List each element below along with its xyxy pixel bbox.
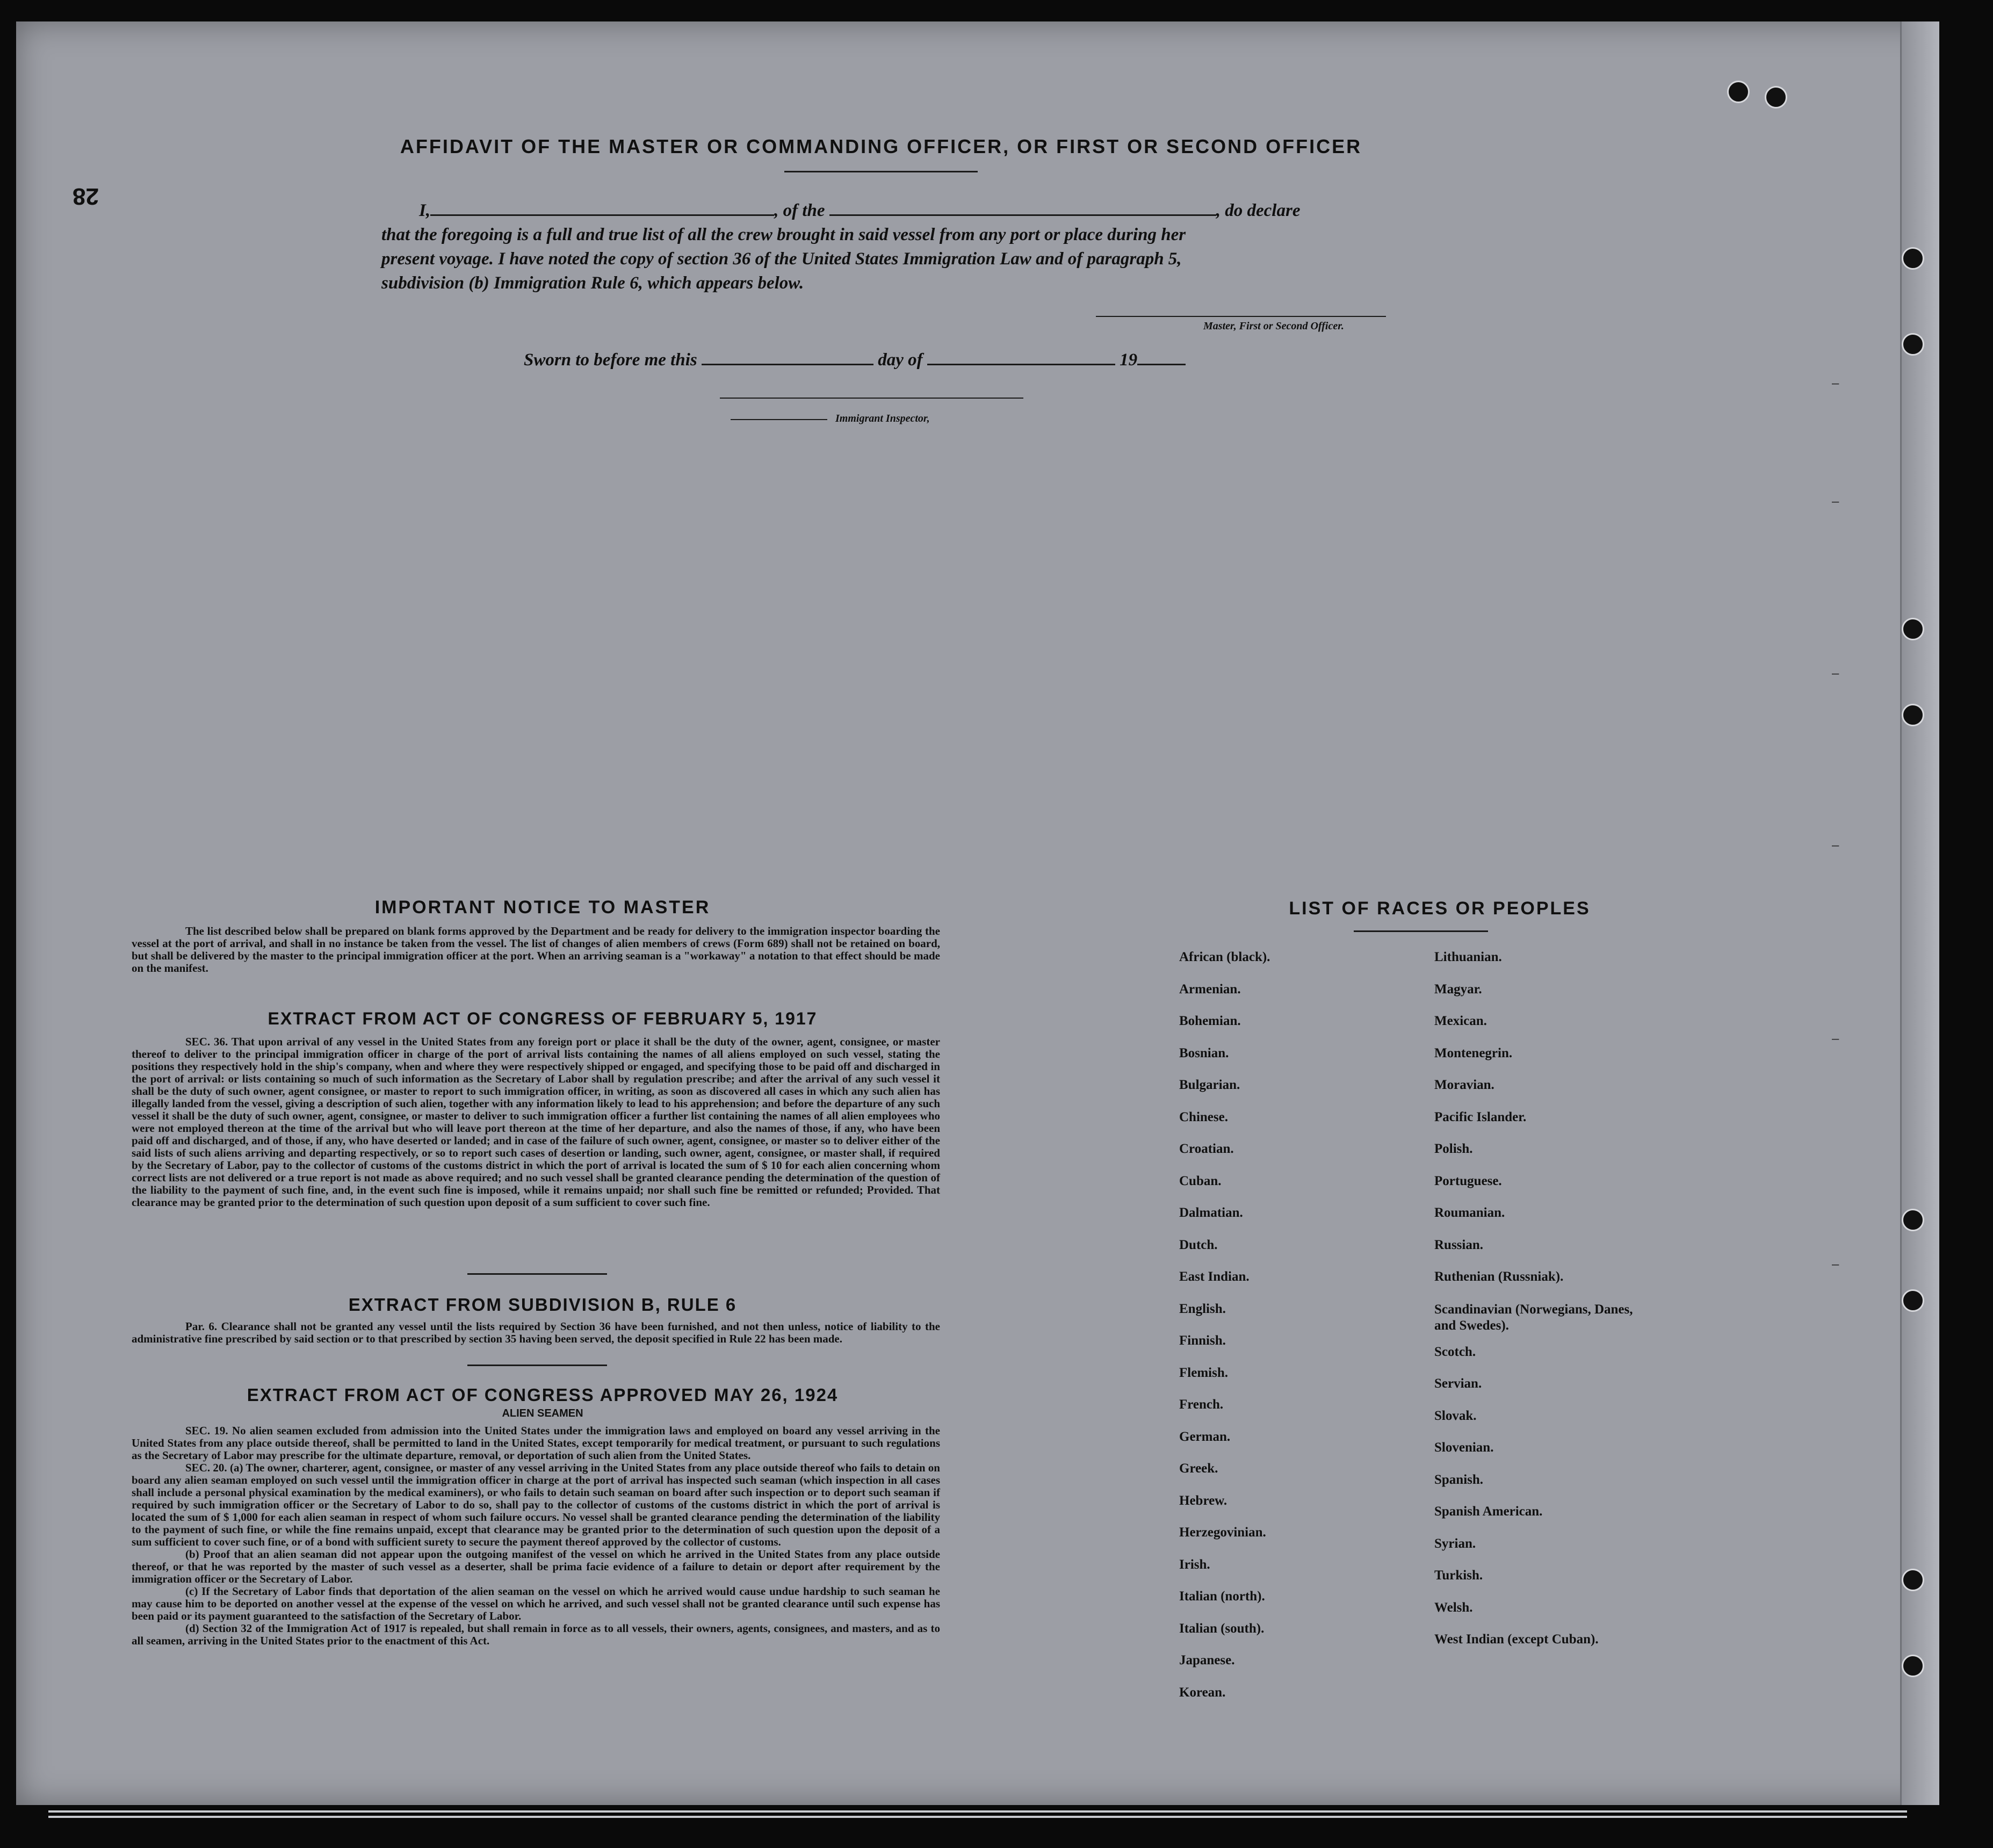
month-blank-line bbox=[927, 364, 1115, 365]
notice-title: IMPORTANT NOTICE TO MASTER bbox=[374, 897, 711, 918]
race-item: Flemish. bbox=[1179, 1365, 1228, 1380]
extract-1917-text: SEC. 36. That upon arrival of any vessel in the United States from any foreign port or place it shall be the duty of the owner, agent, consignee, or master thereof to deliver to the principal immigration officer in charge of the port of arrival lists containing the names of all aliens employed on such vessel, stating the positions they respectively hold in the ship's company, when and where they were respectively shipped or engaged, and specifying those to be paid off and discharged in the port of arrival: or lists containing so much of such information as the Secretary of Labor shall by regulation prescribe; and after the arrival of any such vessel it shall be the duty of such owner, agent consignee, or master to report to such immigration officer, in writing, as soon as discovered all cases in which any such alien has illegally landed from the vessel, giving a description of such alien, together with any information likely to lead to his apprehension; and before the departure of any such vessel it shall be the duty of such owner, agent, consignee, or master to deliver to such immigration officer a further list containing the names of all alien employees who were not employed thereon at the time of the arrival but who will leave port thereon at the time of her departure, and also the names of those, if any, who have been paid off and discharged, and of those, if any, who have deserted or landed; and in case of the failure of such owner, agent, consignee, or master so to deliver either of the said lists of such aliens arriving and departing respectively, or so to report such cases of desertion or landing, such owner, agent, consignee, or master shall, if required by the Secretary of Labor, pay to the collector of customs of the customs district in which the port of arrival is located the sum of $ 10 for each alien concerning whom correct lists are not delivered or a true report is not made as above required; and no such vessel shall be granted clearance pending the determination of the question of the liability to the payment of such fine, and, in the event such fine is imposed, while it remains unpaid; nor shall such fine be remitted or refunded; Provided. That clearance may be granted prior to the determination of such question upon deposit of a sum sufficient to cover such fine. bbox=[132, 1035, 940, 1209]
affidavit-line-4: subdivision (b) Immigration Rule 6, which appears below. bbox=[381, 273, 804, 293]
race-item: Slovak. bbox=[1434, 1408, 1477, 1423]
name-blank-line bbox=[430, 214, 774, 216]
race-item: African (black). bbox=[1179, 950, 1270, 964]
extract-1924-para-1: SEC. 19. No alien seamen excluded from admission into the United States under the immigration laws and employed on board any vessel arriving in the United States from any place outside thereof, shall be permitted to land in the United States, except temporarily for medical treatment, or pursuant to such regulations as the Secretary of Labor may prescribe for the ultimate departure, removal, or deportation of such alien from the United States. bbox=[132, 1424, 940, 1462]
race-item: Irish. bbox=[1179, 1557, 1210, 1572]
race-item: Russian. bbox=[1434, 1237, 1484, 1252]
race-item: Dalmatian. bbox=[1179, 1205, 1243, 1220]
races-right-column bbox=[1434, 950, 1649, 1664]
affidavit-declaration bbox=[381, 199, 1418, 295]
subdivision-b-title: EXTRACT FROM SUBDIVISION B, RULE 6 bbox=[348, 1295, 737, 1315]
stray-mark: – bbox=[1832, 494, 1839, 509]
race-item: Welsh. bbox=[1434, 1600, 1473, 1615]
race-item: Bohemian. bbox=[1179, 1014, 1241, 1028]
affidavit-title: AFFIDAVIT OF THE MASTER OR COMMANDING OFFICER, OR FIRST OR SECOND OFFICER bbox=[400, 135, 1362, 157]
punch-hole-icon bbox=[1902, 247, 1924, 270]
margin-number: 28 bbox=[73, 183, 99, 210]
punch-hole-icon bbox=[1902, 704, 1924, 726]
race-item: Scotch. bbox=[1434, 1344, 1476, 1359]
inspector-label: Immigrant Inspector, bbox=[835, 413, 930, 424]
affidavit-line-3: present voyage. I have noted the copy of section 36 of the United States Immigration Law and of paragraph 5, bbox=[381, 249, 1182, 269]
race-item: Servian. bbox=[1434, 1376, 1482, 1391]
race-item: Lithuanian. bbox=[1434, 950, 1502, 964]
race-item: Bulgarian. bbox=[1179, 1078, 1240, 1092]
race-item: Spanish. bbox=[1434, 1472, 1484, 1487]
race-item: Roumanian. bbox=[1434, 1205, 1505, 1220]
page-edge-line bbox=[48, 1816, 1907, 1818]
race-item: Italian (north). bbox=[1179, 1589, 1265, 1604]
sworn-line bbox=[524, 350, 1186, 370]
race-item: Korean. bbox=[1179, 1685, 1226, 1700]
year-label: 19 bbox=[1120, 350, 1138, 370]
punch-hole-icon bbox=[1902, 1569, 1924, 1591]
section-divider bbox=[467, 1365, 607, 1366]
race-item: Ruthenian (Russniak). bbox=[1434, 1269, 1564, 1284]
race-item: Chinese. bbox=[1179, 1109, 1228, 1124]
race-item: German. bbox=[1179, 1429, 1231, 1444]
punch-hole-icon bbox=[1902, 1289, 1924, 1312]
affidavit-i-label: I, bbox=[419, 201, 431, 220]
punch-hole-icon bbox=[1765, 86, 1787, 109]
extract-1924-para-5: (d) Section 32 of the Immigration Act of 1917 is repealed, but shall remain in force as to all vessels, their owners, agents, consignees, and masters, and as to all seamen, arriving in the United States prior to the enactment of this Act. bbox=[132, 1622, 940, 1647]
race-item: Herzegovinian. bbox=[1179, 1525, 1266, 1540]
race-item: Croatian. bbox=[1179, 1142, 1234, 1156]
title-underline bbox=[1354, 930, 1488, 932]
stray-mark: – bbox=[1832, 376, 1839, 391]
race-item: Hebrew. bbox=[1179, 1493, 1227, 1508]
punch-hole-icon bbox=[1727, 81, 1750, 103]
subdivision-b-text: Par. 6. Clearance shall not be granted any vessel until the lists required by Section 36 have been furnished, and not then unless, notice of liability to the administrative fine prescribed by said section or to that prescribed by section 35 having been served, the deposit specified in Rule 22 has been made. bbox=[132, 1320, 940, 1345]
stray-mark: – bbox=[1832, 666, 1839, 681]
race-item: Syrian. bbox=[1434, 1536, 1476, 1551]
extract-1917-title: EXTRACT FROM ACT OF CONGRESS OF FEBRUARY 5, 1917 bbox=[268, 1009, 818, 1028]
signature-label: Master, First or Second Officer. bbox=[1203, 320, 1344, 332]
day-of-label: day of bbox=[878, 350, 923, 370]
extract-1924-para-3: (b) Proof that an alien seaman did not appear upon the outgoing manifest of the vessel on which he arrived in the United States from any place outside thereof, or that he was reported by the master of such vessel as a deserter, shall be prima facie evidence of a failure to detain or deport after requirement by the immigration officer or the Secretary of Labor. bbox=[132, 1548, 940, 1585]
section-divider bbox=[467, 1273, 607, 1275]
document-sheet bbox=[16, 21, 1939, 1805]
extract-1924-title: EXTRACT FROM ACT OF CONGRESS APPROVED MAY 26, 1924 bbox=[247, 1385, 839, 1405]
day-blank-line bbox=[702, 364, 873, 365]
punch-hole-icon bbox=[1902, 333, 1924, 356]
punch-hole-icon bbox=[1902, 1655, 1924, 1677]
race-item: Bosnian. bbox=[1179, 1045, 1229, 1060]
inspector-line bbox=[731, 419, 827, 420]
title-underline bbox=[784, 171, 978, 172]
race-item: West Indian (except Cuban). bbox=[1434, 1632, 1599, 1647]
race-item: Italian (south). bbox=[1179, 1621, 1265, 1636]
race-item: Dutch. bbox=[1179, 1237, 1218, 1252]
affidavit-of-the-label: , of the bbox=[774, 201, 825, 220]
page-edge-line bbox=[48, 1810, 1907, 1813]
signature-line bbox=[1096, 316, 1386, 317]
race-item: Pacific Islander. bbox=[1434, 1109, 1527, 1124]
race-item: Armenian. bbox=[1179, 981, 1241, 997]
race-item: Scandinavian (Norwegians, Danes, and Swedes). bbox=[1434, 1302, 1633, 1333]
races-title: LIST OF RACES OR PEOPLES bbox=[1289, 898, 1591, 919]
race-item: Slovenian. bbox=[1434, 1440, 1494, 1455]
punch-hole-icon bbox=[1902, 1209, 1924, 1231]
race-item: English. bbox=[1179, 1301, 1226, 1316]
race-item: Finnish. bbox=[1179, 1333, 1226, 1348]
sworn-label: Sworn to before me this bbox=[524, 350, 697, 370]
stray-mark: – bbox=[1832, 838, 1839, 853]
affidavit-line-2: that the foregoing is a full and true list of all the crew brought in said vessel from any port or place during her bbox=[381, 225, 1186, 244]
race-item: Cuban. bbox=[1179, 1173, 1222, 1188]
race-item: Japanese. bbox=[1179, 1653, 1235, 1667]
year-blank-line bbox=[1137, 364, 1186, 365]
race-item: Moravian. bbox=[1434, 1078, 1494, 1092]
punch-hole-icon bbox=[1902, 618, 1924, 640]
race-item: Turkish. bbox=[1434, 1568, 1483, 1583]
extract-1924-body bbox=[132, 1425, 940, 1647]
affidavit-declare-label: , do declare bbox=[1216, 201, 1301, 220]
extract-1924-para-4: (c) If the Secretary of Labor finds that deportation of the alien seaman on the vessel on which he arrived would cause undue hardship to such seaman he may cause him to be deported on another vessel at the expense of the vessel on which he arrived, and such vessel shall not be granted clearance until such expense has been paid or its payment guaranteed to the satisfaction of the Secretary of Labor. bbox=[132, 1585, 940, 1622]
race-item: French. bbox=[1179, 1397, 1224, 1412]
race-item: Greek. bbox=[1179, 1461, 1218, 1476]
race-item: Mexican. bbox=[1434, 1014, 1487, 1028]
vessel-blank-line bbox=[829, 214, 1216, 216]
stray-mark: – bbox=[1832, 1031, 1839, 1046]
race-item: Magyar. bbox=[1434, 981, 1482, 997]
stray-mark: – bbox=[1832, 1257, 1839, 1272]
inspector-line-upper bbox=[720, 398, 1023, 399]
extract-1924-subtitle: ALIEN SEAMEN bbox=[502, 1407, 583, 1419]
race-item: Montenegrin. bbox=[1434, 1045, 1513, 1060]
extract-1924-para-2: SEC. 20. (a) The owner, charterer, agent, consignee, or master of any vessel arriving in the United States from any place outside thereof who fails to detain on board any alien seaman employed on such vessel until the immigration officer in charge at the port of arrival has inspected such seaman (which inspection in all cases shall include a personal physical examination by the medical examiners), or who fails to detain such seaman on board after such inspection or to deport such seaman if required by such immigration officer or the Secretary of Labor to do so, shall pay to the collector of customs of the customs district in which the port of arrival is located the sum of $ 1,000 for each alien seaman in respect of whom such failure occurs. No vessel shall be granted clearance pending the determination of the liability to the payment of such fine, or while the fine remains unpaid, except that clearance may be granted prior to the determination of such question upon the deposit of a sum sufficient to cover such fine, or of a bond with sufficient surety to secure the payment thereof approved by the collector of customs. bbox=[132, 1461, 940, 1548]
race-item: East Indian. bbox=[1179, 1269, 1250, 1284]
notice-text: The list described below shall be prepared on blank forms approved by the Department and be ready for delivery to the immigration inspector boarding the vessel at the port of arrival, and shall in no instance be taken from the vessel. The list of changes of alien members of crews (Form 689) shall not be retained on board, but shall be delivered by the master to the principal immigration officer at the port. When an arriving seaman is a "workaway" a notation to that effect should be made on the manifest. bbox=[132, 925, 940, 974]
page-edge-strip bbox=[1900, 21, 1939, 1805]
race-item: Spanish American. bbox=[1434, 1504, 1543, 1519]
race-item: Polish. bbox=[1434, 1142, 1473, 1156]
race-item: Portuguese. bbox=[1434, 1173, 1502, 1188]
